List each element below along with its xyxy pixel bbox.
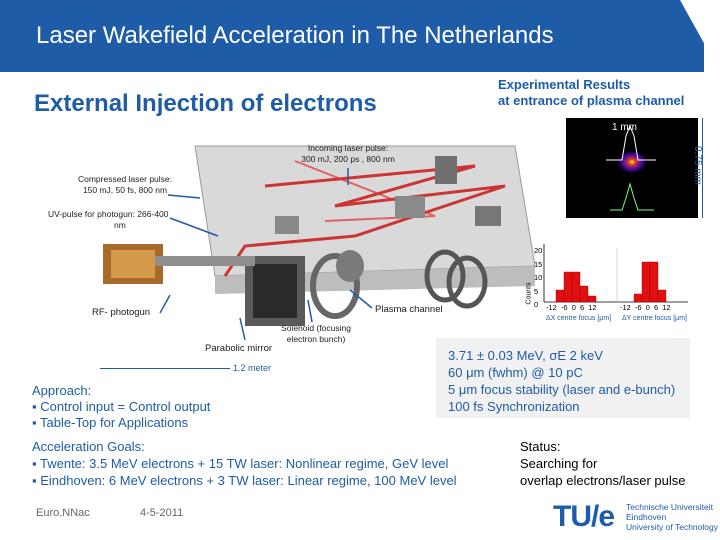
status-section: Status: Searching for overlap electrons/laser pulse <box>520 439 686 488</box>
hist-bar-y1 <box>634 294 642 302</box>
compressed-pulse-label <box>70 174 180 196</box>
tue-logo-text <box>626 502 718 532</box>
hist-xtick: -6 <box>634 303 642 312</box>
hist-bar-y3 <box>650 262 658 302</box>
footer-date: 4-5-2011 <box>140 507 184 519</box>
hist-xlabel-right: ΔY centre focus [μm] <box>622 315 687 322</box>
goals-item: Twente: 3.5 MeV electrons + 15 TW laser: Nonlinear regime, GeV level <box>40 456 449 471</box>
hist-xtick: -12 <box>546 303 557 312</box>
goals-heading: Acceleration Goals <box>32 439 142 454</box>
goals-section: Acceleration Goals: ▪ Twente: 3.5 MeV electrons + 15 TW laser: Nonlinear regime, GeV level ▪ Eindhoven: 6 MeV electrons + 3 TW laser: Linear regime, 100 MeV level <box>32 439 457 488</box>
solenoid-line1: Solenoid (focusing <box>281 323 351 333</box>
tue-line3: University of Technology <box>626 522 718 532</box>
hist-yticks <box>534 244 542 312</box>
hist-xtick: 0 <box>645 303 650 312</box>
result-size: 60 μm (fwhm) @ 10 pC <box>448 365 583 380</box>
hist-bar-x1 <box>556 290 564 302</box>
hist-bar-x3 <box>572 272 580 302</box>
result-energy: 3.71 ± 0.03 MeV, σE 2 keV <box>448 348 603 363</box>
result-sync: 100 fs Synchronization <box>448 399 580 414</box>
hist-xtick: -6 <box>560 303 568 312</box>
experimental-line1: Experimental Results <box>498 77 631 92</box>
hist-xtick: 12 <box>588 303 597 312</box>
plasma-channel-label: Plasma channel <box>375 304 443 315</box>
solenoid-line2: electron bunch) <box>286 334 346 344</box>
rf-photogun-label: RF- photogun <box>92 307 151 318</box>
hist-bar-x5 <box>588 296 596 302</box>
hist-bar-y2 <box>642 262 650 302</box>
beam-width-label: 1 mm <box>612 122 637 133</box>
experimental-results-heading <box>498 77 684 109</box>
beam-height-label: 0.75 mm <box>691 146 703 185</box>
uv-line1: UV-pulse for photogun: 266-400 <box>48 209 169 219</box>
parabolic-mirror-label: Parabolic mirror <box>205 343 273 354</box>
hist-bar-x4 <box>580 286 588 302</box>
hist-ytick: 5 <box>534 286 539 296</box>
hist-ytick: 0 <box>534 300 539 309</box>
tue-line1: Technische Universiteit <box>626 502 713 512</box>
result-stability: 5 μm focus stability (laser and e-bunch) <box>448 382 676 397</box>
beam-spot-image <box>566 118 698 218</box>
hist-bar-x2 <box>564 272 572 302</box>
footer-org: Euro.NNac <box>36 507 90 519</box>
tue-logo-mark: TU/e <box>553 500 615 533</box>
hist-xtick: 6 <box>579 303 585 312</box>
hist-xlabel-left: ΔX centre focus [μm] <box>546 315 612 322</box>
hist-ytick: 10 <box>534 273 543 282</box>
approach-section: Approach: ▪ Control input = Control output ▪ Table-Top for Applications <box>32 383 211 430</box>
status-line2: overlap electrons/laser pulse <box>520 473 686 488</box>
experimental-line2: at entrance of plasma channel <box>498 93 685 108</box>
approach-heading: Approach <box>32 383 88 398</box>
hist-ylabel-text: Counts <box>525 282 533 305</box>
goals-item: Eindhoven: 6 MeV electrons + 3 TW laser: Linear regime, 100 MeV level <box>40 473 457 488</box>
hist-ytick: 20 <box>534 246 543 255</box>
incoming-laser-line2: 300 mJ, 200 ps , 800 nm <box>301 154 395 164</box>
hist-xtick: 6 <box>653 303 659 312</box>
banner-slant <box>680 0 720 72</box>
uv-line2: nm <box>114 220 126 230</box>
hist-xtick: 12 <box>662 303 671 312</box>
uv-pulse-label <box>48 209 188 231</box>
hist-xtick: -12 <box>620 303 631 312</box>
scale-label: 1.2 meter <box>230 363 274 373</box>
approach-item: Table-Top for Applications <box>40 415 189 430</box>
slide-title: Laser Wakefield Acceleration in The Netherlands <box>36 22 554 49</box>
status-line1: Searching for <box>520 456 598 471</box>
slide-subtitle: External Injection of electrons <box>34 90 377 117</box>
compressed-line1: Compressed laser pulse: <box>77 174 172 184</box>
incoming-laser-line1: Incoming laser pulse: <box>307 143 389 153</box>
hist-bar-y4 <box>658 290 666 302</box>
hist-xticks-left <box>546 303 597 312</box>
hist-ytick: 15 <box>534 259 543 269</box>
hist-xtick: 0 <box>571 303 576 312</box>
status-heading: Status <box>520 439 557 454</box>
incoming-laser-label <box>288 143 408 165</box>
tue-line2: Eindhoven <box>626 512 667 522</box>
approach-item: Control input = Control output <box>40 399 211 414</box>
solenoid-label <box>268 323 364 345</box>
compressed-line2: 150 mJ, 50 fs, 800 nm <box>82 185 168 195</box>
hist-xticks-right <box>620 303 671 312</box>
results-box <box>436 338 690 418</box>
